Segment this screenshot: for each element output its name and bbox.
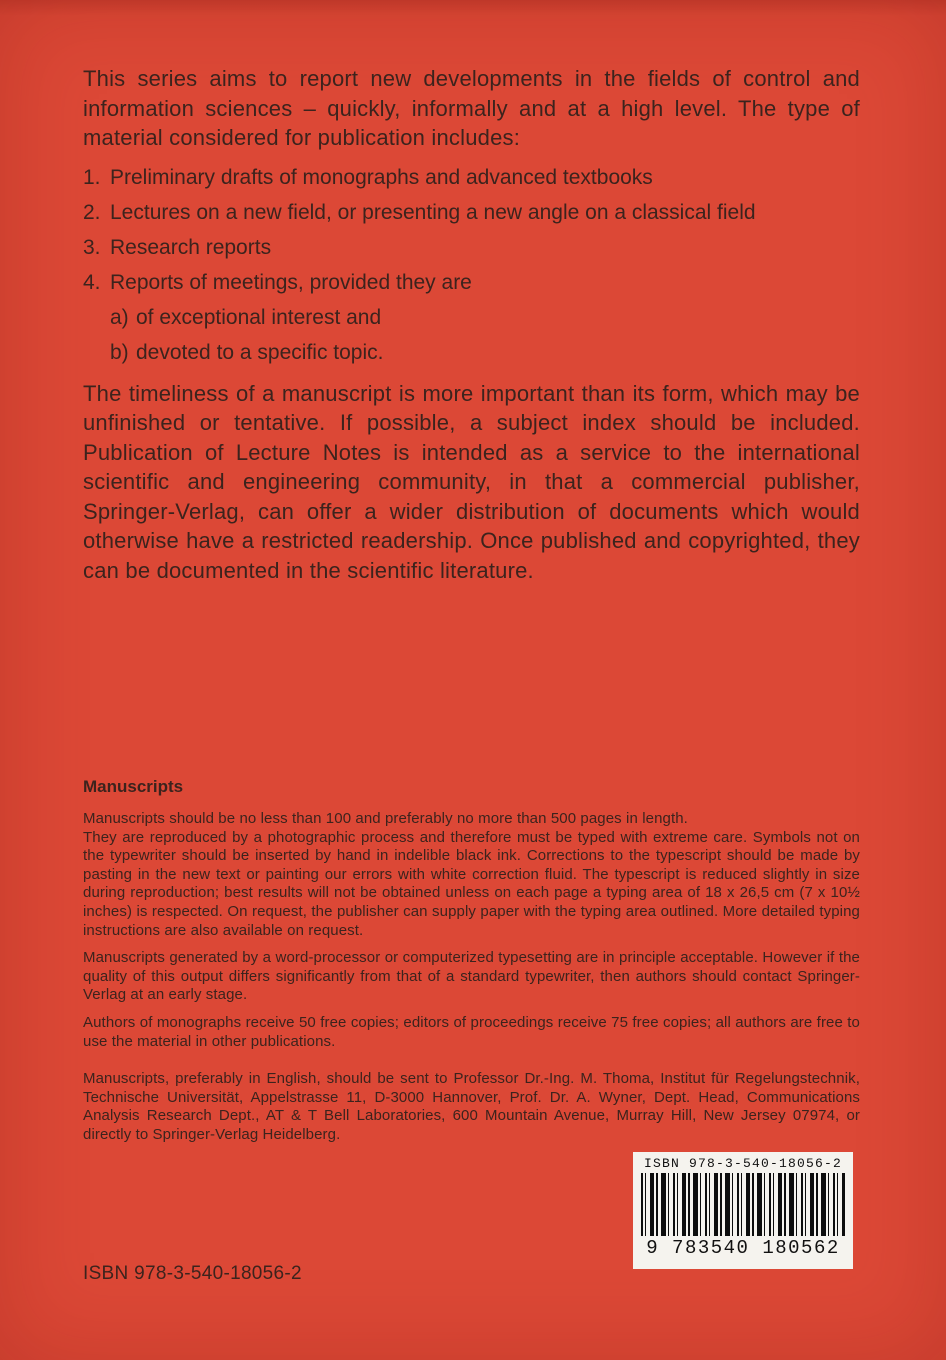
isbn-footer: ISBN 978-3-540-18056-2 — [83, 1263, 302, 1284]
list-item — [83, 230, 860, 265]
list-item-text: Reports of meetings, provided they are — [110, 270, 472, 294]
list-item-text: Research reports — [110, 235, 272, 259]
manuscripts-wordprocessor-paragraph: Manuscripts generated by a word-processor or computerized typesetting are in principle acceptable. However if the quality of this output differs significantly from that of a standard typewriter, then authors should contact Springer-Verlag at an early stage. — [83, 949, 860, 1004]
barcode-digits: 9 783540 180562 — [646, 1237, 840, 1259]
manuscripts-typing-paragraph: They are reproduced by a photographic process and therefore must be typed with extreme care. Symbols not on the typewriter should be inserted by hand in indelible black ink. Corrections to the typescript should be made by pasting in the new text or painting our errors with white correction fluid. The typescript is reduced slightly in size during reproduction; best results will not be obtained unless on each page a typing area of 18 x 26,5 cm (7 x 10½ inches) is respected. On request, the publisher can supply paper with the typing area outlined. More detailed typing instructions are also available on request. — [83, 828, 860, 939]
list-item-text: Lectures on a new field, or presenting a new angle on a classical field — [110, 200, 756, 224]
list-item-marker: 2. — [83, 200, 101, 224]
list-subitem — [110, 335, 860, 370]
list-item-marker: 4. — [83, 270, 101, 294]
list-item-text: Preliminary drafts of monographs and advanced textbooks — [110, 165, 653, 189]
barcode-isbn-text: ISBN 978-3-540-18056-2 — [643, 1156, 843, 1171]
publication-types-list — [83, 160, 860, 370]
series-description-section — [83, 64, 860, 585]
list-item-marker: 1. — [83, 165, 101, 189]
barcode-bars — [641, 1173, 845, 1236]
list-item-marker: 3. — [83, 235, 101, 259]
list-item — [83, 195, 860, 230]
manuscripts-length-line: Manuscripts should be no less than 100 and preferably no more than 500 pages in length. — [83, 810, 688, 827]
list-item — [83, 160, 860, 195]
manuscripts-freecopies-paragraph: Authors of monographs receive 50 free copies; editors of proceedings receive 75 free copies; all authors are free to use the material in other publications. — [83, 1013, 860, 1050]
list-item — [83, 265, 860, 300]
list-item-marker: a) — [110, 305, 129, 329]
list-item-text: of exceptional interest and — [136, 305, 382, 329]
list-item-marker: b) — [110, 340, 129, 364]
list-item-text: devoted to a specific topic. — [136, 340, 384, 364]
manuscripts-section — [83, 777, 860, 1145]
barcode-block — [633, 1152, 853, 1269]
manuscripts-heading: Manuscripts — [83, 777, 184, 796]
series-policy-paragraph: The timeliness of a manuscript is more important than its form, which may be unfinished or tentative. If possible, a subject index should be included. Publication of Lecture Notes is intended as a service to the international scientific and engineering community, in that a commercial publisher, Springer-Verlag, can offer a wider distribution of documents which would otherwise have a restricted readership. Once published and copyrighted, they can be documented in the scientific literature. — [83, 380, 860, 583]
manuscripts-submission-paragraph: Manuscripts, preferably in English, should be sent to Professor Dr.-Ing. M. Thoma, Institut für Regelungstechnik, Technische Universität, Appelstrasse 11, D-3000 Hannover, Prof. Dr. A. Wyner, Dept. Head, Communications Analysis Research Dept., AT & T Bell Laboratories, 600 Mountain Avenue, Murray Hill, New Jersey 07974, or directly to Springer-Verlag Heidelberg. — [83, 1070, 860, 1143]
series-intro-paragraph: This series aims to report new developments in the fields of control and information sciences – quickly, informally and at a high level. The type of material considered for publication includes: — [83, 66, 860, 150]
list-subitem — [110, 300, 860, 335]
